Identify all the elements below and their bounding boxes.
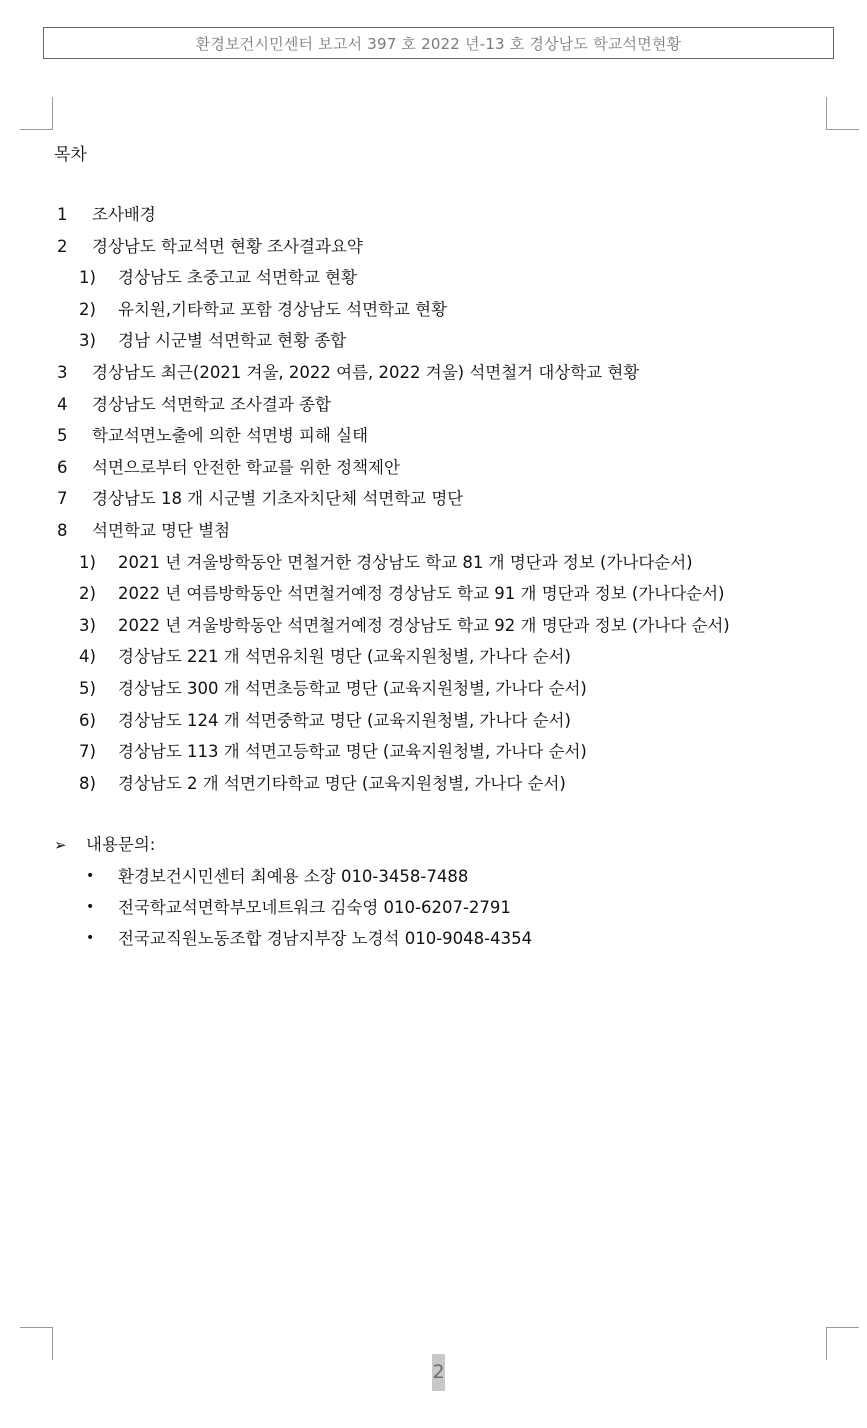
toc-item-number: 4) (79, 647, 96, 667)
contact-item (0, 892, 867, 923)
toc-item-number: 1 (57, 205, 68, 224)
crop-mark-bottom-right (826, 1327, 859, 1360)
toc-item-text: 조사배경 (92, 205, 156, 224)
toc-item-text: 경상남도 석면학교 조사결과 종합 (92, 394, 331, 414)
toc-item-text: 경상남도 124 개 석면중학교 명단 (교육지원청별, 가나다 순서) (118, 710, 571, 730)
toc-item-number: 1) (79, 552, 96, 572)
toc-item-text: 경상남도 300 개 석면초등학교 명단 (교육지원청별, 가나다 순서) (118, 678, 587, 698)
toc-item-text: 경상남도 초중고교 석면학교 현황 (118, 268, 357, 288)
toc-item-number: 3 (57, 362, 68, 382)
crop-mark-bottom-left (20, 1327, 53, 1360)
toc-item-number: 2 (57, 236, 68, 256)
toc-item-text: 경상남도 113 개 석면고등학교 명단 (교육지원청별, 가나다 순서) (118, 742, 587, 762)
toc-item-number: 5 (57, 426, 68, 446)
toc-item-text: 경상남도 학교석면 현황 조사결과요약 (92, 236, 363, 256)
crop-mark-top-left (20, 97, 53, 130)
toc-item-text: 2022 년 겨울방학동안 석면철거예정 경상남도 학교 92 개 명단과 정보 (가나다 순서) (118, 615, 730, 635)
toc-title: 목차 (54, 145, 87, 165)
running-header: 환경보건시민센터 보고서 397 호 2022 년-13 호 경상남도 학교석면현황 (43, 27, 834, 59)
contact-heading-row (0, 829, 867, 861)
toc-item-number: 6 (57, 457, 68, 477)
toc-item (0, 389, 867, 421)
toc-item-text: 학교석면노출에 의한 석면병 피해 실태 (92, 426, 369, 446)
toc-item-number: 2) (79, 299, 96, 319)
toc-item (0, 515, 867, 547)
toc-item-number: 2) (79, 584, 96, 604)
toc-item-number: 5) (79, 678, 96, 698)
contact-section (0, 829, 867, 954)
toc-item-text: 2022 년 여름방학동안 석면철거예정 경상남도 학교 91 개 명단과 정보 (가나다순서) (118, 584, 725, 604)
toc-item-number: 8 (57, 520, 68, 540)
toc-item (0, 357, 867, 389)
toc-item-text: 경남 시군별 석면학교 현황 종합 (118, 331, 347, 351)
toc-item (0, 483, 867, 515)
toc-item-number: 7) (79, 742, 96, 762)
toc-item (0, 768, 867, 800)
toc-item (0, 673, 867, 705)
contact-heading: 내용문의: (86, 835, 156, 854)
toc-item-text: 경상남도 2 개 석면기타학교 명단 (교육지원청별, 가나다 순서) (118, 773, 566, 793)
toc-item-number: 3) (79, 615, 96, 635)
toc-item-text: 석면학교 명단 별첨 (92, 520, 231, 540)
contact-item (0, 861, 867, 892)
contact-item-text: 환경보건시민센터 최예용 소장 010-3458-7488 (118, 867, 469, 886)
toc-item (0, 705, 867, 737)
toc-item (0, 231, 867, 263)
toc-item (0, 294, 867, 326)
toc-item-text: 유치원,기타학교 포함 경상남도 석면학교 현황 (118, 299, 448, 319)
bullet-icon: • (86, 930, 95, 946)
arrow-bullet-icon: ➢ (54, 836, 67, 854)
crop-mark-top-right (826, 97, 859, 130)
contact-item-text: 전국학교석면학부모네트워크 김숙영 010-6207-2791 (118, 898, 511, 917)
toc-item-text: 2021 년 겨울방학동안 면철거한 경상남도 학교 81 개 명단과 정보 (가나다순서) (118, 552, 693, 572)
toc-item-number: 8) (79, 773, 96, 793)
toc-item-text: 경상남도 18 개 시군별 기초자치단체 석면학교 명단 (92, 489, 464, 509)
toc-item (0, 325, 867, 357)
toc-item (0, 641, 867, 673)
contact-item-text: 전국교직원노동조합 경남지부장 노경석 010-9048-4354 (118, 929, 533, 948)
table-of-contents (0, 199, 867, 799)
toc-item-number: 1) (79, 268, 96, 288)
toc-item (0, 578, 867, 610)
toc-item-text: 경상남도 최근(2021 겨울, 2022 여름, 2022 겨울) 석면철거 대상학교 현황 (92, 362, 640, 382)
contact-item (0, 923, 867, 954)
toc-item (0, 262, 867, 294)
toc-item (0, 420, 867, 452)
toc-item (0, 736, 867, 768)
bullet-icon: • (86, 868, 95, 884)
toc-item-number: 4 (57, 394, 68, 414)
toc-item (0, 610, 867, 642)
toc-item (0, 547, 867, 579)
page-number: 2 (432, 1354, 445, 1391)
toc-item-number: 7 (57, 489, 68, 509)
toc-item-number: 6) (79, 710, 96, 730)
toc-item-text: 석면으로부터 안전한 학교를 위한 정책제안 (92, 457, 400, 477)
toc-item-number: 3) (79, 331, 96, 351)
toc-item (0, 452, 867, 484)
bullet-icon: • (86, 899, 95, 915)
toc-item (0, 199, 867, 231)
toc-item-text: 경상남도 221 개 석면유치원 명단 (교육지원청별, 가나다 순서) (118, 647, 571, 667)
